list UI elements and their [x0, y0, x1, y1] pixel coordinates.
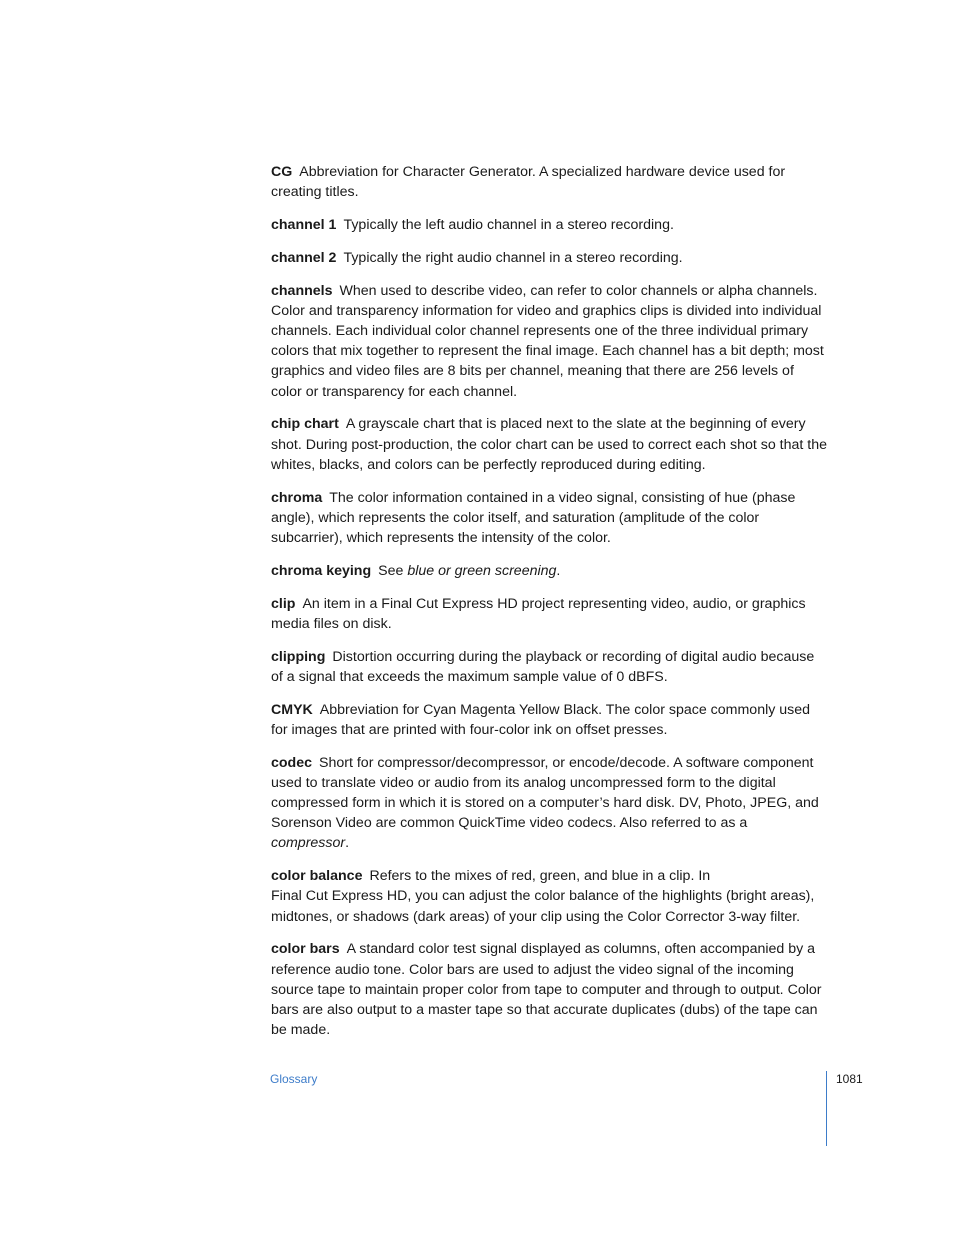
entry-definition: An item in a Final Cut Express HD project representing video, audio, or graphics media files on disk.: [271, 595, 806, 632]
entry-term: CMYK: [271, 701, 313, 718]
entry-term: chip chart: [271, 416, 339, 433]
glossary-entry-channel-2: [271, 248, 827, 268]
glossary-entry-clipping: [271, 647, 827, 687]
entry-term: clip: [271, 595, 296, 612]
glossary-entries: [271, 162, 827, 1053]
glossary-entry-chroma-keying: [271, 561, 827, 581]
entry-definition: Abbreviation for Cyan Magenta Yellow Black. The color space commonly used for images that are printed with four-color ink on offset presses.: [271, 701, 811, 738]
entry-term: clipping: [271, 648, 326, 665]
entry-definition: When used to describe video, can refer to color channels or alpha channels. Color and transparency information for video and graphics clips is divided into individual channels. Each individual color channel represents one of the three individual primary colors that mix together to represent the final image. Each channel has a bit depth; most graphics and video files are 8 bits per channel, meaning that there are 256 levels of color or transparency for each channel.: [271, 282, 824, 400]
glossary-entry-channels: [271, 281, 827, 402]
glossary-entry-clip: [271, 594, 827, 634]
entry-term: channel 1: [271, 217, 337, 233]
glossary-entry-color-balance: [271, 866, 827, 927]
entry-definition: The color information contained in a video signal, consisting of hue (phase angle), which represents the color itself, and saturation (amplitude of the color subcarrier), which represents the intensity of the color.: [271, 489, 796, 547]
entry-definition: Abbreviation for Character Generator. A specialized hardware device used for creating titles.: [271, 164, 786, 201]
entry-definition: Distortion occurring during the playback or recording of digital audio because of a signal that exceeds the maximum sample value of 0 dBFS.: [271, 648, 815, 685]
entry-term: chroma: [271, 489, 323, 506]
entry-definition: A standard color test signal displayed as columns, often accompanied by a reference audio tone. Color bars are used to adjust the video signal of the incoming source tape to maintain proper color from tape to computer and through to output. Color bars are also output to a master tape so that accurate duplicates (dubs) of the tape can be made.: [271, 941, 822, 1039]
glossary-entry-cg: [271, 162, 827, 202]
glossary-entry-chroma: [271, 488, 827, 549]
entry-definition: Typically the right audio channel in a stereo recording.: [343, 249, 683, 266]
footer-divider: [826, 1071, 827, 1146]
entry-definition: See: [378, 562, 404, 579]
entry-definition: A grayscale chart that is placed next to the slate at the beginning of every shot. During post-production, the color chart can be used to correct each shot so that the whites, blacks, and colors can be perfectly reproduced during editing.: [271, 416, 827, 473]
glossary-entry-codec: [271, 753, 827, 854]
entry-term: color bars: [271, 941, 340, 958]
entry-term: codec: [271, 754, 313, 771]
entry-term: channel 2: [271, 249, 337, 266]
entry-term: color balance: [271, 868, 363, 885]
footer-section-label: Glossary: [270, 1072, 318, 1086]
entry-definition: Short for compressor/decompressor, or encode/decode. A software component used to translate video or audio from its analog uncompressed form to the digital compressed form in which it is stored on a computer’s hard disk. DV, Photo, JPEG, and Sorenson Video are common QuickTime video codecs. Also referred to as a: [271, 754, 819, 832]
entry-punctuation: .: [556, 562, 561, 579]
entry-term: CG: [271, 164, 293, 180]
glossary-entry-channel-1: [271, 215, 827, 235]
cross-reference: compressor: [271, 835, 346, 852]
entry-definition: Refers to the mixes of red, green, and blue in a clip. In: [369, 868, 711, 885]
cross-reference: blue or green screening: [407, 562, 557, 579]
entry-term: channels: [271, 282, 333, 299]
entry-term: chroma keying: [271, 562, 372, 579]
glossary-entry-chip-chart: [271, 414, 827, 475]
page-number: 1081: [836, 1072, 863, 1086]
glossary-entry-cmyk: [271, 700, 827, 740]
entry-definition: Typically the left audio channel in a stereo recording.: [343, 217, 674, 233]
entry-punctuation: .: [345, 835, 350, 852]
entry-definition-continued: Final Cut Express HD, you can adjust the color balance of the highlights (bright areas), midtones, or shadows (dark areas) of your clip using the Color Corrector 3-way filter.: [271, 888, 815, 925]
glossary-entry-color-bars: [271, 939, 827, 1040]
